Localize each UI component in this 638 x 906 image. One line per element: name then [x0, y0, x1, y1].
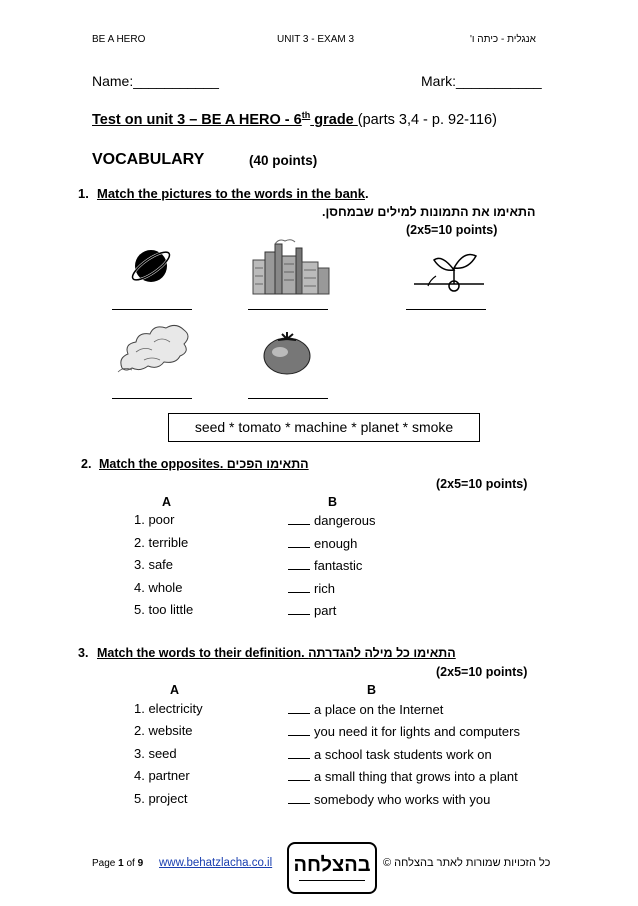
logo-text: בהצלחה: [293, 854, 371, 876]
q3-number: 3.: [78, 646, 89, 660]
title-grade: grade: [310, 111, 358, 128]
q2-b-item: enough: [314, 536, 358, 551]
q3-answer-blank[interactable]: [288, 791, 310, 804]
q3-answer-blank[interactable]: [288, 723, 310, 736]
q2-b-item: fantastic: [314, 558, 363, 573]
q2-number: 2.: [81, 457, 92, 471]
title-main: Test on unit 3 – BE A HERO - 6: [92, 111, 302, 128]
q2-answer-blank[interactable]: [288, 512, 310, 525]
q2-answer-blank[interactable]: [288, 557, 310, 570]
q3-b-row: [288, 701, 443, 717]
seedling-icon: [412, 246, 488, 294]
q1-instruction-wrap: [97, 186, 369, 201]
q3-b-row: [288, 746, 492, 762]
page-number: [92, 858, 143, 869]
q3-col-b: B: [367, 683, 377, 697]
q3-b-row: [288, 723, 520, 739]
planet-icon: [128, 243, 174, 289]
tomato-icon: [262, 330, 312, 376]
header-left: BE A HERO: [92, 34, 146, 45]
behatzlacha-logo: [287, 842, 377, 894]
q3-b-item: a place on the Internet: [314, 702, 444, 717]
page-prefix: Page: [92, 858, 119, 869]
q3-col-a: A: [170, 683, 180, 697]
q2-b-item: part: [314, 603, 337, 618]
q2-col-b: B: [328, 495, 338, 509]
word-bank: seed * tomato * machine * planet * smoke: [168, 413, 480, 442]
q3-answer-blank[interactable]: [288, 746, 310, 759]
q3-b-row: [288, 791, 490, 807]
header-center: UNIT 3 - EXAM 3: [277, 34, 355, 45]
q1-points: (2x5=10 points): [406, 223, 498, 237]
q3-points: (2x5=10 points): [436, 665, 528, 679]
page-of: of: [123, 858, 138, 869]
name-field[interactable]: Name:___________: [92, 73, 219, 89]
q2-points: (2x5=10 points): [436, 477, 528, 491]
logo-underline: [299, 880, 365, 881]
page-current: 1: [118, 858, 124, 869]
mark-field[interactable]: Mark:___________: [421, 73, 542, 89]
q1-hebrew: התאימו את התמונות למילים שבמחסן.: [322, 205, 536, 219]
vocabulary-points: (40 points): [249, 153, 318, 168]
q3-a-item: 2. website: [134, 723, 193, 738]
q2-b-item: dangerous: [314, 513, 376, 528]
q3-b-item: somebody who works with you: [314, 792, 491, 807]
q1-answer-line-5[interactable]: [248, 398, 328, 399]
q2-b-row: [288, 512, 375, 528]
q3-a-item: 4. partner: [134, 768, 190, 783]
title-sup: th: [301, 110, 311, 120]
q2-a-item: 2. terrible: [134, 535, 189, 550]
q1-number: 1.: [78, 186, 89, 201]
q1-instruction: Match the pictures to the words in the bank: [97, 186, 365, 201]
q2-instruction: Match the opposites. התאימו הפכים: [99, 457, 309, 471]
q2-a-item: 1. poor: [134, 512, 175, 527]
q2-answer-blank[interactable]: [288, 580, 310, 593]
q2-b-item: rich: [314, 581, 335, 596]
vocabulary-heading: VOCABULARY: [92, 151, 205, 168]
factory-icon: [251, 238, 331, 296]
q2-b-row: [288, 557, 362, 573]
website-link[interactable]: www.behatzlacha.co.il: [159, 857, 273, 869]
q3-b-item: a school task students work on: [314, 747, 492, 762]
copyright-notice: כל הזכויות שמורות לאתר בהצלחה ©: [383, 857, 551, 869]
q2-a-item: 4. whole: [134, 580, 183, 595]
q2-col-a: A: [162, 495, 172, 509]
q3-b-row: [288, 768, 518, 784]
q2-b-row: [288, 580, 335, 596]
title-parts: (parts 3,4 - p. 92-116): [357, 111, 497, 128]
header-right: אנגלית - כיתה ו': [470, 34, 536, 45]
q3-b-item: you need it for lights and computers: [314, 724, 520, 739]
q2-b-row: [288, 602, 336, 618]
q3-answer-blank[interactable]: [288, 701, 310, 714]
q2-a-item: 3. safe: [134, 557, 174, 572]
q1-answer-line-2[interactable]: [248, 309, 328, 310]
q3-a-item: 3. seed: [134, 746, 177, 761]
smoke-icon: [114, 318, 194, 374]
q2-a-item: 5. too little: [134, 602, 194, 617]
q2-b-row: [288, 535, 357, 551]
q1-answer-line-4[interactable]: [112, 398, 192, 399]
page-total: 9: [137, 858, 144, 869]
page-title: [92, 110, 497, 128]
q1-answer-line-3[interactable]: [406, 309, 486, 310]
q3-answer-blank[interactable]: [288, 768, 310, 781]
q2-answer-blank[interactable]: [288, 602, 310, 615]
q3-b-item: a small thing that grows into a plant: [314, 769, 518, 784]
q3-instruction: Match the words to their definition. התאימו כל מילה להגדרתה: [97, 646, 456, 660]
q1-period: .: [364, 186, 369, 201]
q3-a-item: 1. electricity: [134, 701, 203, 716]
q2-answer-blank[interactable]: [288, 535, 310, 548]
q3-a-item: 5. project: [134, 791, 188, 806]
q1-answer-line-1[interactable]: [112, 309, 192, 310]
